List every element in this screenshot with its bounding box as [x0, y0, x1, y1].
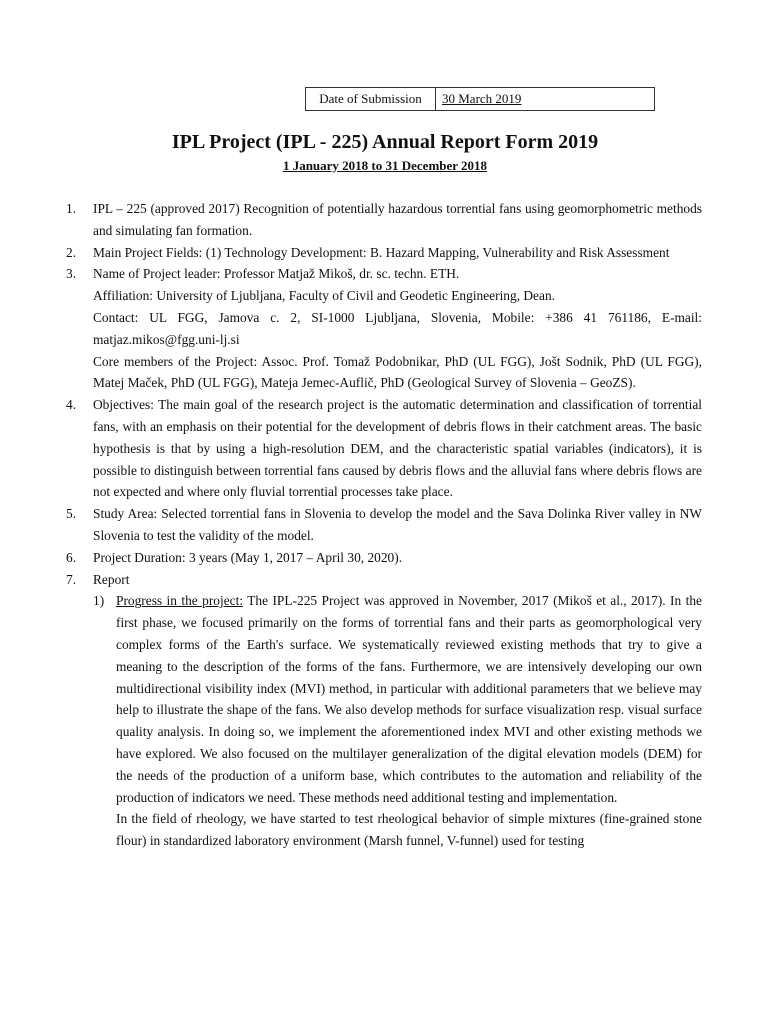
- list-item: [66, 242, 702, 264]
- report-heading: Report: [93, 571, 130, 587]
- project-leader: Name of Project leader: Professor Matjaž Mikoš, dr. sc. techn. ETH.: [93, 266, 460, 282]
- item-number: 5.: [66, 506, 77, 522]
- rheology-paragraph: In the field of rheology, we have started to test rheological behavior of simple mixtures (fine-grained stone flour) in standardized laboratory environment (Marsh funnel, V-funnel) used for testing: [116, 811, 702, 849]
- core-members: Core members of the Project: Assoc. Prof. Tomaž Podobnikar, PhD (UL FGG), Jošt Sodnik, PhD (UL FGG), Matej Maček, PhD (UL FGG), Mateja Jemec-Auflič, PhD (Geological Survey of Slovenia – GeoZS).: [93, 353, 702, 391]
- list-item: [66, 394, 702, 503]
- report-subitem: [93, 590, 702, 852]
- item-number: 3.: [66, 266, 77, 282]
- item-number: 6.: [66, 549, 77, 565]
- report-body: [66, 198, 702, 852]
- item-text: Main Project Fields: (1) Technology Development: B. Hazard Mapping, Vulnerability and Risk Assessment: [93, 244, 670, 260]
- list-item: [66, 263, 702, 394]
- affiliation: Affiliation: University of Ljubljana, Faculty of Civil and Geodetic Engineering, Dean.: [93, 288, 555, 304]
- list-item: [66, 547, 702, 569]
- submission-date-box: [305, 87, 655, 111]
- submission-date-value: 30 March 2019: [442, 91, 522, 106]
- item-number: 7.: [66, 571, 77, 587]
- duration-text: Project Duration: 3 years (May 1, 2017 – April 30, 2020).: [93, 549, 403, 565]
- subitem-number: 1): [93, 593, 105, 609]
- submission-date-label: Date of Submission: [306, 88, 436, 110]
- item-number: 4.: [66, 397, 77, 413]
- progress-heading: Progress in the project:: [116, 593, 244, 609]
- item-text: IPL – 225 (approved 2017) Recognition of potentially hazardous torrential fans using geomorphometric methods and simulating fan formation.: [93, 201, 702, 238]
- page-title: IPL Project (IPL - 225) Annual Report Form 2019: [171, 131, 599, 153]
- list-item: [66, 569, 702, 591]
- list-item: [66, 198, 702, 242]
- progress-paragraph: [116, 590, 702, 808]
- study-area-text: Study Area: Selected torrential fans in Slovenia to develop the model and the Sava Dolinka River valley in NW Slovenia to test the validity of the model.: [93, 506, 702, 543]
- item-number: 1.: [66, 201, 77, 216]
- report-period: 1 January 2018 to 31 December 2018: [282, 158, 488, 173]
- list-item: [66, 503, 702, 547]
- item-number: 2.: [66, 244, 77, 260]
- objectives-text: Objectives: The main goal of the research project is the automatic determination and classification of torrential fans, with an emphasis on their potential for the development of debris flows in their catchment areas. The basic hypothesis is that by using a high-resolution DEM, and the characteristic spatial variables (indicators), it is possible to distinguish between torrential fans caused by debris flows and the alluvial fans where debris flows are not expected and where only fluvial torrential processes take place.: [93, 397, 702, 500]
- progress-text: The IPL-225 Project was approved in November, 2017 (Mikoš et al., 2017). In the first phase, we focused primarily on the forms of torrential fans and their parts as geomorphological very complex forms of the Earth's surface. We systematically reviewed existing methods that try to give a meaning to the description of the forms of the fans. Furthermore, we are intensively developing our own multidirectional visibility index (MVI) method, in particular with additional parameters that we believe may help to illustrate the shape of the fans. We also develop methods for surface visualization resp. visual surface quality analysis. In doing so, we implement the aforementioned index MVI and other existing methods we have explored. We also focused on the multilayer generalization of the digital elevation models (DEM) for the needs of the production of a uniform base, which contributes to the automation and reliability of the production of indicators we need. These methods need additional testing and implementation.: [116, 593, 702, 805]
- contact: Contact: UL FGG, Jamova c. 2, SI-1000 Ljubljana, Slovenia, Mobile: +386 41 761186, E-mail: matjaz.mikos@fgg.uni-lj.si: [93, 309, 702, 347]
